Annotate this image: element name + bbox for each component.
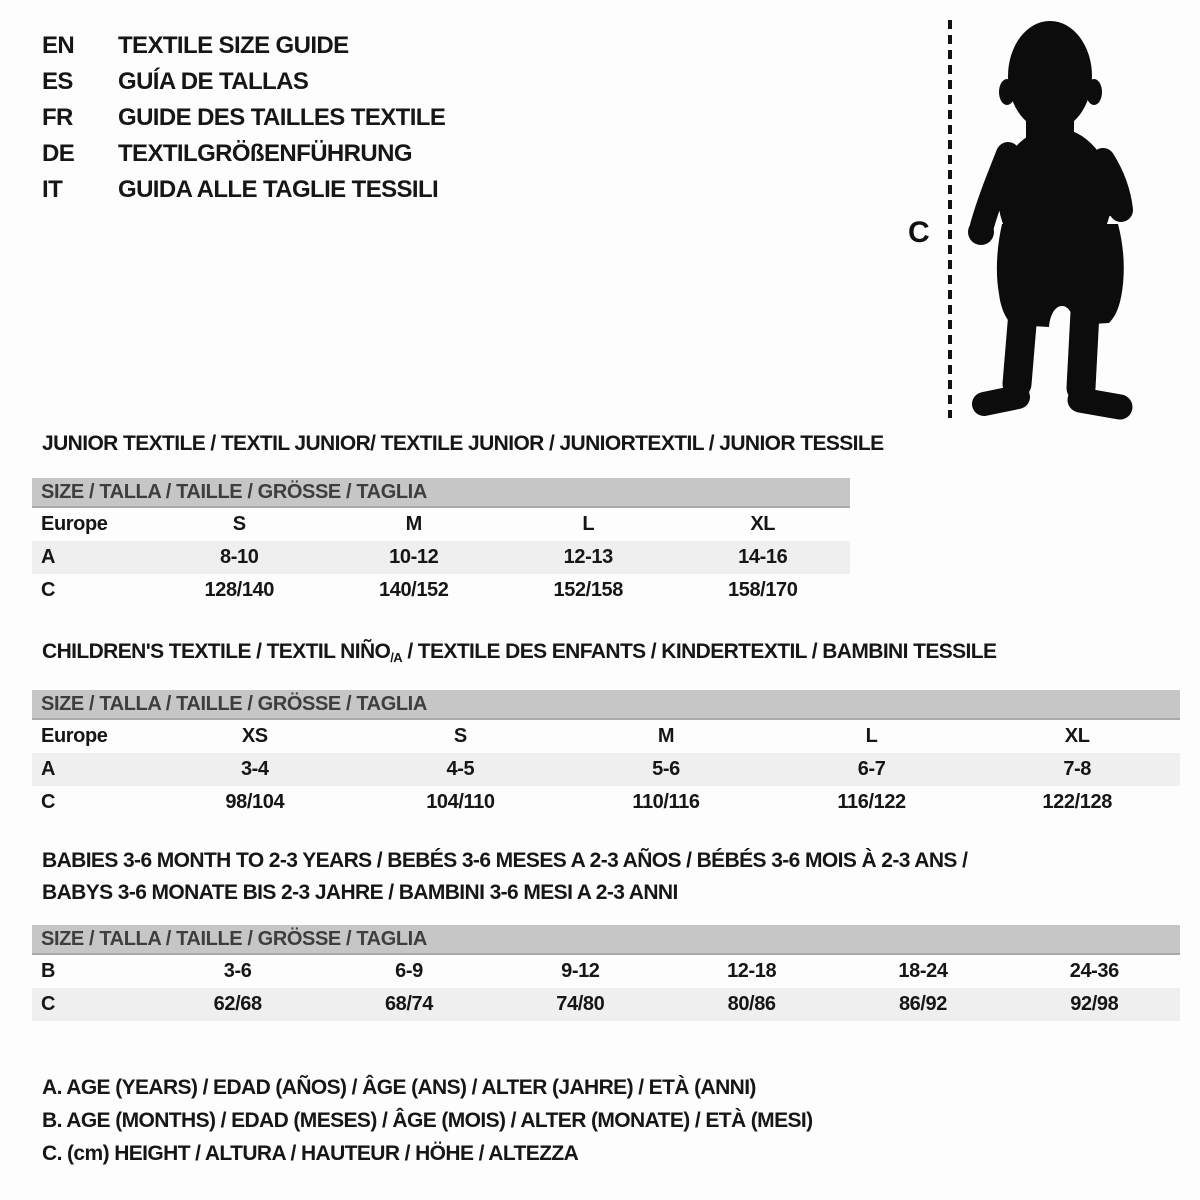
table-cell: 122/128	[1042, 791, 1112, 813]
baby-height-figure	[900, 14, 1145, 426]
table-cell: 6-7	[857, 758, 886, 780]
legend-line-b: B. AGE (MONTHS) / EDAD (MESES) / ÂGE (MOIS) / ALTER (MONATE) / ETÀ (MESI)	[42, 1109, 813, 1132]
lang-title: GUIDA ALLE TAGLIE TESSILI	[118, 176, 439, 203]
lang-row	[42, 64, 445, 100]
table-cell: XL	[1064, 725, 1090, 747]
legend-line-a: A. AGE (YEARS) / EDAD (AÑOS) / ÂGE (ANS) / ALTER (JAHRE) / ETÀ (ANNI)	[42, 1076, 756, 1099]
junior-size-table	[32, 478, 850, 607]
lang-row	[42, 28, 445, 64]
table-cell: L	[865, 725, 878, 747]
table-cell: 92/98	[1070, 993, 1119, 1015]
lang-code: DE	[42, 140, 75, 167]
lang-title: TEXTILE SIZE GUIDE	[118, 32, 349, 59]
babies-section-title	[42, 845, 967, 909]
table-cell: 98/104	[225, 791, 285, 813]
row-label: Europe	[41, 725, 108, 747]
table-row	[32, 508, 850, 541]
lang-code: ES	[42, 68, 73, 95]
table-row	[32, 720, 1180, 753]
table-cell: S	[453, 725, 467, 747]
table-row	[32, 574, 850, 607]
legend-line-c: C. (cm) HEIGHT / ALTURA / HAUTEUR / HÖHE / ALTEZZA	[42, 1142, 579, 1165]
table-cell: 18-24	[898, 960, 948, 982]
language-title-list	[42, 28, 445, 208]
row-label: Europe	[41, 513, 108, 535]
table-cell: 4-5	[446, 758, 475, 780]
table-row	[32, 786, 1180, 819]
table-cell: 80/86	[727, 993, 776, 1015]
height-label: C	[908, 216, 930, 249]
row-label: A	[41, 546, 56, 568]
children-title-text: CHILDREN'S TEXTILE / TEXTIL NIÑO	[42, 640, 391, 663]
table-cell: M	[405, 513, 422, 535]
babies-size-table	[32, 925, 1180, 1021]
babies-title-line2: BABYS 3-6 MONATE BIS 2-3 JAHRE / BAMBINI 3-6 MESI A 2-3 ANNI	[42, 881, 678, 904]
row-label: C	[41, 993, 56, 1015]
table-header: SIZE / TALLA / TAILLE / GRÖSSE / TAGLIA	[32, 690, 1180, 720]
table-cell: 152/158	[553, 579, 623, 601]
babies-title-line1: BABIES 3-6 MONTH TO 2-3 YEARS / BEBÉS 3-6 MESES A 2-3 AÑOS / BÉBÉS 3-6 MOIS À 2-3 ANS /	[42, 849, 968, 872]
table-cell: 68/74	[384, 993, 434, 1015]
table-cell: 7-8	[1063, 758, 1092, 780]
table-cell: 104/110	[426, 791, 495, 813]
row-label: C	[41, 791, 56, 813]
lang-title: GUÍA DE TALLAS	[118, 68, 309, 95]
table-cell: 12-13	[563, 546, 613, 568]
table-cell: 5-6	[652, 758, 680, 780]
lang-title: GUIDE DES TAILLES TEXTILE	[118, 104, 446, 131]
lang-title: TEXTILGRÖßENFÜHRUNG	[118, 140, 412, 167]
table-row	[32, 541, 850, 574]
toddler-silhouette-icon	[968, 21, 1124, 407]
table-cell: 8-10	[220, 546, 259, 568]
table-cell: 3-6	[223, 960, 252, 982]
table-cell: 128/140	[204, 579, 274, 601]
table-cell: 3-4	[240, 758, 269, 780]
table-cell: 10-12	[389, 546, 439, 568]
table-cell: 86/92	[898, 993, 947, 1015]
table-cell: XS	[241, 725, 268, 747]
table-cell: 62/68	[213, 993, 262, 1015]
table-cell: 14-16	[738, 546, 788, 568]
table-cell: 6-9	[395, 960, 423, 982]
children-title-text: / TEXTILE DES ENFANTS / KINDERTEXTIL / BAMBINI TESSILE	[402, 640, 997, 663]
lang-code: IT	[42, 176, 63, 203]
table-cell: 116/122	[837, 791, 906, 813]
table-cell: 110/116	[632, 791, 700, 813]
table-cell: S	[232, 513, 246, 535]
children-section-title	[42, 640, 996, 664]
row-label: A	[41, 758, 56, 780]
table-cell: L	[582, 513, 595, 535]
row-label: C	[41, 579, 56, 601]
table-header: SIZE / TALLA / TAILLE / GRÖSSE / TAGLIA	[32, 925, 1180, 955]
junior-section-title: JUNIOR TEXTILE / TEXTIL JUNIOR/ TEXTILE JUNIOR / JUNIORTEXTIL / JUNIOR TESSILE	[42, 432, 884, 455]
table-row	[32, 753, 1180, 786]
lang-row	[42, 136, 445, 172]
table-cell: 12-18	[727, 960, 777, 982]
row-label: B	[41, 960, 56, 982]
lang-row	[42, 100, 445, 136]
table-cell: 140/152	[379, 579, 449, 601]
table-header: SIZE / TALLA / TAILLE / GRÖSSE / TAGLIA	[32, 478, 850, 508]
table-row	[32, 955, 1180, 988]
table-cell: M	[657, 725, 675, 747]
table-cell: 158/170	[728, 579, 798, 601]
table-row	[32, 988, 1180, 1021]
table-cell: XL	[750, 513, 776, 535]
table-cell: 74/80	[556, 993, 605, 1015]
lang-row	[42, 172, 445, 208]
children-title-suffix: /A	[390, 650, 403, 665]
measure-legend	[42, 1071, 813, 1170]
children-size-table	[32, 690, 1180, 819]
table-cell: 9-12	[561, 960, 600, 982]
lang-code: EN	[42, 32, 75, 59]
lang-code: FR	[42, 104, 73, 131]
table-cell: 24-36	[1069, 960, 1119, 982]
